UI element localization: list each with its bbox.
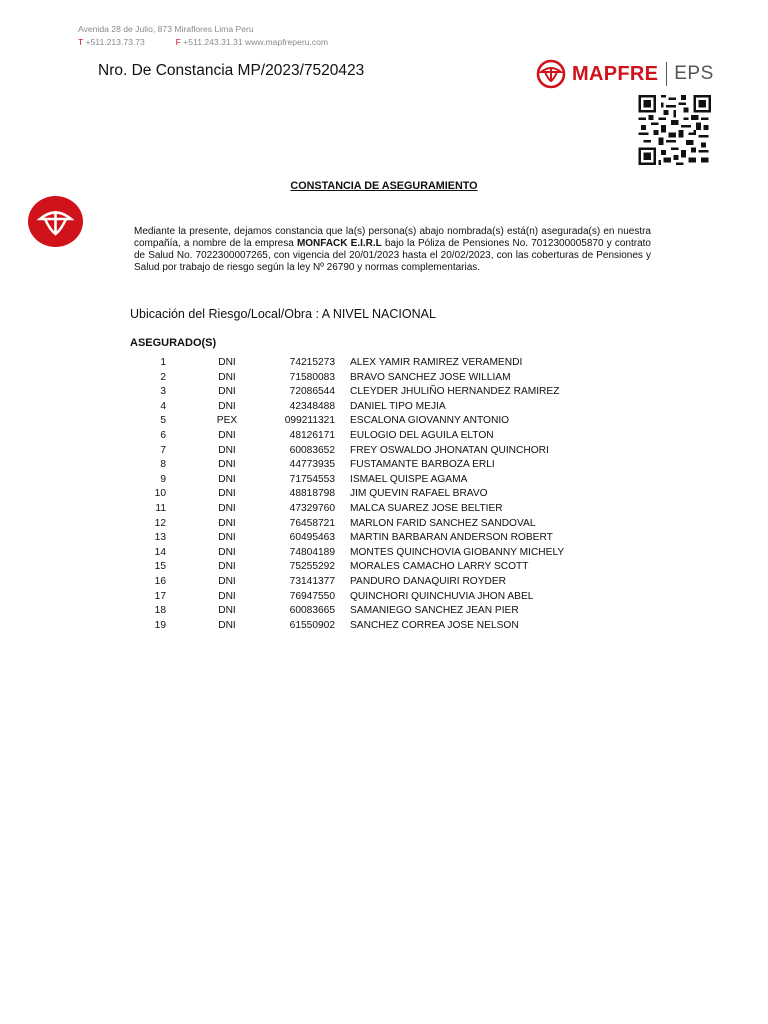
document-id: 099211321 xyxy=(284,415,335,427)
document-id: 76458721 xyxy=(289,517,335,529)
table-row xyxy=(140,591,600,606)
insured-name: CLEYDER JHULIÑO HERNANDEZ RAMIREZ xyxy=(350,386,560,398)
document-type: DNI xyxy=(218,473,236,485)
insured-name: MORALES CAMACHO LARRY SCOTT xyxy=(350,561,529,573)
row-number: 10 xyxy=(154,488,166,500)
table-row xyxy=(140,532,600,547)
row-number: 9 xyxy=(160,473,166,485)
document-type: DNI xyxy=(218,546,236,558)
intro-text-2: bajo la Póliza de Pensiones No. 7012300005870 y contrato de Salud No. 7022300007265, con vigencia del 20/01/2023 hasta el 20/02/2023, con las coberturas de Pensiones y Salud por trabajo de riesgo según la ley Nº 26790 y normas complementarias. xyxy=(134,238,651,273)
table-row xyxy=(140,605,600,620)
row-number: 14 xyxy=(154,546,166,558)
document-type: DNI xyxy=(218,400,236,412)
table-row xyxy=(140,561,600,576)
row-number: 15 xyxy=(154,561,166,573)
row-number: 1 xyxy=(160,357,166,368)
document-type: DNI xyxy=(218,488,236,500)
document-type: DNI xyxy=(218,429,236,441)
fax-label: F xyxy=(175,37,181,47)
row-number: 12 xyxy=(154,517,166,529)
table-row xyxy=(140,415,600,430)
document-type: DNI xyxy=(218,357,236,368)
document-id: 42348488 xyxy=(289,400,335,412)
insured-table xyxy=(140,357,600,634)
insured-name: DANIEL TIPO MEJIA xyxy=(350,400,446,412)
row-number: 19 xyxy=(154,619,166,631)
company-name: MONFACK E.I.R.L xyxy=(296,238,382,249)
mapfre-side-emblem-icon xyxy=(28,196,83,247)
document-type: DNI xyxy=(218,590,236,602)
header-contact xyxy=(78,23,328,49)
document-type: DNI xyxy=(218,386,236,398)
insured-name: QUINCHORI QUINCHUVIA JHON ABEL xyxy=(350,590,534,602)
row-number: 5 xyxy=(160,415,166,427)
table-row xyxy=(140,518,600,533)
document-id: 74215273 xyxy=(289,357,335,368)
document-type: PEX xyxy=(216,415,238,427)
constancia-number: Nro. De Constancia MP/2023/7520423 xyxy=(98,62,365,79)
document-id: 73141377 xyxy=(289,575,335,587)
table-row xyxy=(140,503,600,518)
insured-name: FREY OSWALDO JHONATAN QUINCHORI xyxy=(350,444,549,456)
document-type: DNI xyxy=(218,619,236,631)
insured-name: EULOGIO DEL AGUILA ELTON xyxy=(350,429,494,441)
row-number: 3 xyxy=(160,386,166,398)
row-number: 18 xyxy=(154,605,166,617)
document-id: 48126171 xyxy=(289,429,335,441)
brand-name: MAPFRE xyxy=(572,62,659,85)
row-number: 17 xyxy=(154,590,166,602)
document-id: 71580083 xyxy=(289,371,335,383)
insured-name: ESCALONA GIOVANNY ANTONIO xyxy=(350,415,510,427)
document-id: 44773935 xyxy=(289,459,335,471)
row-number: 8 xyxy=(160,459,166,471)
document-id: 75255292 xyxy=(289,561,335,573)
document-id: 60083665 xyxy=(289,605,335,617)
table-row xyxy=(140,401,600,416)
row-number: 7 xyxy=(160,444,166,456)
mapfre-emblem-icon xyxy=(536,59,566,89)
insured-name: PANDURO DANAQUIRI ROYDER xyxy=(350,575,507,587)
document-id: 60083652 xyxy=(289,444,335,456)
table-row xyxy=(140,620,600,635)
qr-code-icon xyxy=(638,95,711,165)
document-id: 72086544 xyxy=(289,386,335,398)
table-row xyxy=(140,576,600,591)
document-type: DNI xyxy=(218,444,236,456)
row-number: 11 xyxy=(155,502,166,514)
phone-label: T xyxy=(78,37,84,47)
phone-line xyxy=(78,36,328,49)
insured-name: BRAVO SANCHEZ JOSE WILLIAM xyxy=(350,371,511,383)
document-type: DNI xyxy=(218,605,236,617)
document-type: DNI xyxy=(218,575,236,587)
insured-name: MONTES QUINCHOVIA GIOBANNY MICHELY xyxy=(350,546,565,558)
document-type: DNI xyxy=(218,459,236,471)
phone-number: +511.213.73.73 xyxy=(85,37,145,47)
insured-name: MARTIN BARBARAN ANDERSON ROBERT xyxy=(350,532,553,544)
insured-name: ALEX YAMIR RAMIREZ VERAMENDI xyxy=(350,357,523,368)
intro-paragraph xyxy=(134,226,651,274)
brand-divider xyxy=(666,62,667,86)
document-id: 60495463 xyxy=(289,532,335,544)
fax-and-web: +511.243.31.31 www.mapfreperu.com xyxy=(183,37,329,47)
insured-section-title: ASEGURADO(S) xyxy=(130,337,217,349)
table-row xyxy=(140,488,600,503)
insured-name: MARLON FARID SANCHEZ SANDOVAL xyxy=(350,517,536,529)
intro-text-1: Mediante la presente, dejamos constancia que la(s) persona(s) abajo nombrada(s) está(n) asegurada(s) en nuestra compañía, a nombre de la empresa xyxy=(134,226,651,249)
row-number: 16 xyxy=(154,575,166,587)
document-id: 47329760 xyxy=(289,502,335,514)
document-id: 76947550 xyxy=(289,590,335,602)
table-row xyxy=(140,445,600,460)
document-type: DNI xyxy=(218,517,236,529)
table-row xyxy=(140,547,600,562)
document-id: 48818798 xyxy=(289,488,335,500)
brand-unit: EPS xyxy=(674,63,714,84)
risk-location: Ubicación del Riesgo/Local/Obra : A NIVEL NACIONAL xyxy=(130,307,436,321)
mapfre-eps-logo xyxy=(536,58,714,90)
row-number: 4 xyxy=(160,400,166,412)
row-number: 6 xyxy=(160,429,166,441)
insured-name: JIM QUEVIN RAFAEL BRAVO xyxy=(350,488,488,500)
table-row xyxy=(140,386,600,401)
insured-name: SANCHEZ CORREA JOSE NELSON xyxy=(350,619,519,631)
document-title: CONSTANCIA DE ASEGURAMIENTO xyxy=(290,180,478,192)
row-number: 13 xyxy=(154,532,166,544)
document-type: DNI xyxy=(218,502,236,514)
document-type: DNI xyxy=(218,371,236,383)
table-row xyxy=(140,459,600,474)
document-id: 74804189 xyxy=(289,546,335,558)
address-text: Avenida 28 de Julio, 873 Miraflores Lima Peru xyxy=(78,24,254,34)
document-type: DNI xyxy=(218,561,236,573)
document-id: 71754553 xyxy=(289,473,335,485)
insured-name: ISMAEL QUISPE AGAMA xyxy=(350,473,468,485)
row-number: 2 xyxy=(160,371,166,383)
document-id: 61550902 xyxy=(289,619,335,631)
insured-name: MALCA SUAREZ JOSE BELTIER xyxy=(350,502,503,514)
table-row xyxy=(140,357,600,372)
insured-name: SAMANIEGO SANCHEZ JEAN PIER xyxy=(350,605,519,617)
insured-name: FUSTAMANTE BARBOZA ERLI xyxy=(350,459,495,471)
table-row xyxy=(140,430,600,445)
table-row xyxy=(140,372,600,387)
document-type: DNI xyxy=(218,532,236,544)
table-row xyxy=(140,474,600,489)
